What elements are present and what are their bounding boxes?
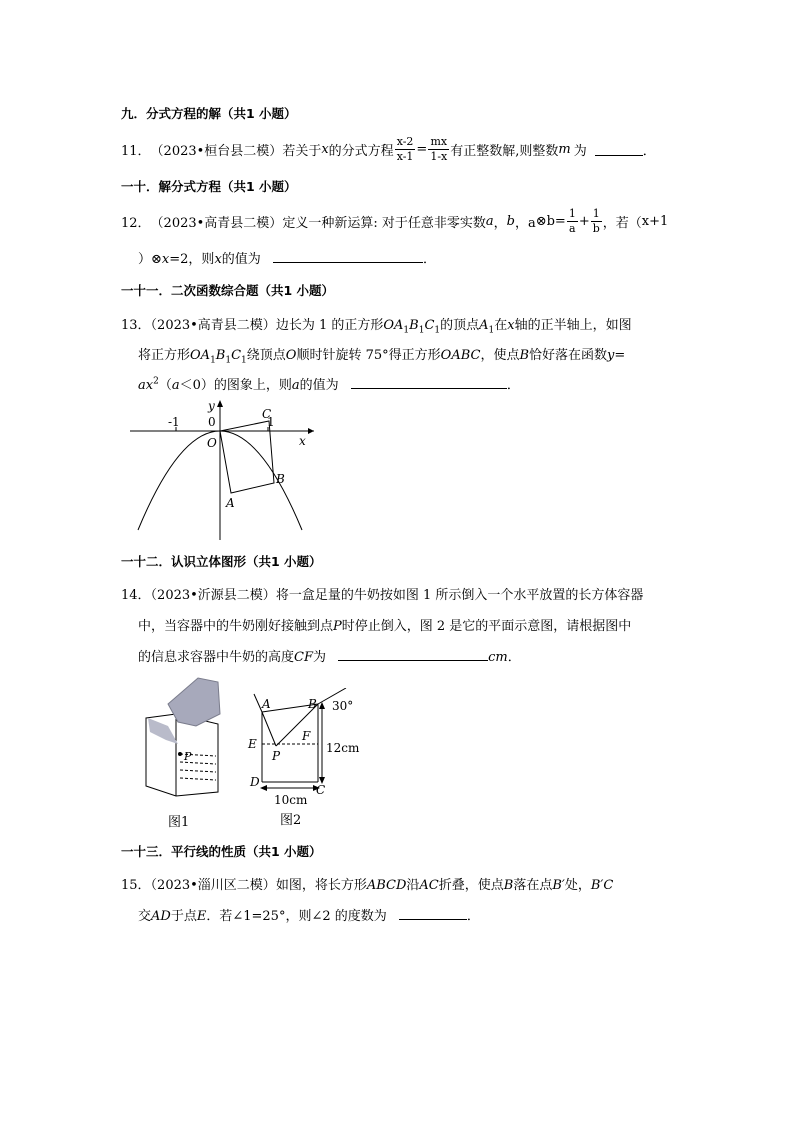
var-x: x [214, 252, 222, 267]
q-text: 的值为 [221, 252, 261, 267]
answer-blank[interactable] [338, 648, 488, 661]
q-text: 折叠，使点 [438, 878, 504, 893]
q-text: b= [546, 213, 566, 229]
label-c: C [316, 783, 326, 797]
fraction-1 [395, 135, 416, 164]
point-p [178, 752, 182, 756]
milk-carton [168, 678, 220, 726]
fraction-2 [428, 135, 449, 164]
superscript: 2 [153, 376, 159, 387]
q-text: 轴的正半轴上，如图 [514, 318, 632, 333]
q-number: 15． [121, 878, 151, 893]
numerator: x-2 [396, 134, 414, 148]
q-text: 若关于 [282, 143, 322, 159]
q-text: 交 [138, 909, 152, 924]
question-12-line-1 [121, 202, 668, 240]
q13-parabola-figure [128, 396, 318, 544]
section-heading-12: 一十二．认识立体图形（共1 小题） [121, 554, 322, 569]
operator-otimes: ⊗ [151, 252, 162, 267]
q-text: 处， [564, 878, 591, 893]
label-b: B [308, 697, 317, 711]
expr-x-plus-1: x+1 [641, 213, 669, 229]
var: OA [190, 348, 211, 363]
equals: = [416, 141, 428, 157]
q-text: 为 [573, 143, 587, 159]
q-text: 的顶点 [440, 318, 480, 333]
label-p: P [184, 750, 192, 763]
label-origin: O [207, 436, 217, 450]
label-width: 10cm [274, 793, 308, 807]
q-text: 如图，将长方形 [275, 878, 367, 893]
q-text: 在 [494, 318, 508, 333]
subscript: 1 [241, 355, 247, 366]
denominator: 1-x [430, 149, 448, 163]
q-text: 的分式方程 [328, 143, 394, 159]
answer-blank[interactable] [399, 907, 467, 920]
q-text: 为 [312, 650, 326, 665]
unit-cm: cm [488, 650, 508, 665]
question-12-line-2 [138, 248, 436, 267]
left-tilt-line [254, 694, 262, 712]
q-text: 时停止倒入，图 2 是它的平面示意图，请根据图中 [341, 619, 632, 634]
q-text: ．若∠1=25°，则∠2 的度数为 [206, 909, 387, 924]
subscript: 1 [403, 325, 410, 336]
q-end: ． [422, 252, 436, 267]
question-13-line-2 [138, 344, 625, 366]
x-axis-arrow [308, 428, 314, 434]
var-x: x [161, 252, 170, 267]
q-text: 中，当容器中的牛奶刚好接触到点 [138, 619, 334, 634]
q-text: 的信息求容器中牛奶的高度 [138, 650, 295, 665]
q-text: 于点 [170, 909, 197, 924]
q-text: 边长为 1 的正方形 [275, 318, 384, 333]
q-end: ． [507, 650, 521, 665]
q-text: 沿 [406, 878, 420, 893]
subscript: 1 [418, 325, 425, 336]
var: ABCD [366, 878, 407, 893]
var: OA [383, 318, 404, 333]
q14-figure-2 [242, 688, 366, 830]
q-text: =2，则 [169, 252, 215, 267]
q-text: 将一盒足量的牛奶按如图 1 所示倒入一个水平放置的长方体容器 [275, 588, 644, 603]
var: B′ [552, 878, 565, 893]
var: C [231, 348, 242, 363]
q-text: ，a [514, 215, 536, 231]
q-number: 13． [121, 318, 151, 333]
q-text: ＜0）的图象上，则 [179, 378, 292, 393]
q-source: （2023•淄川区二模） [150, 878, 276, 893]
denominator: a [569, 221, 576, 235]
label-angle-30: 30° [332, 699, 354, 713]
question-13-line-3 [138, 374, 520, 393]
q-end: ． [642, 143, 656, 159]
q-text: 有正整数解,则整数 [450, 143, 559, 159]
var-y: y [607, 348, 615, 363]
q-text: （ [158, 378, 172, 393]
question-15-line-2 [138, 905, 480, 924]
var: B [519, 348, 530, 363]
q-text: 将正方形 [138, 348, 191, 363]
q-number: 11． [121, 143, 151, 159]
answer-blank[interactable] [595, 143, 643, 156]
denominator: x-1 [396, 149, 414, 163]
numerator: mx [430, 134, 448, 148]
label-zero: 0 [208, 415, 216, 429]
var: AC [419, 878, 439, 893]
var-b: b [506, 213, 515, 229]
var: B [503, 878, 514, 893]
section-heading-10: 一十．解分式方程（共1 小题） [121, 179, 297, 194]
q-text: ， [493, 215, 507, 231]
numerator: 1 [568, 206, 576, 220]
label-f: F [302, 729, 311, 743]
q-text: ，若（ [602, 215, 642, 231]
segment-ap [262, 712, 276, 746]
var-x: x [507, 318, 515, 333]
q-text: ） [138, 252, 152, 267]
q-text: 顺时针旋转 75°得正方形 [296, 348, 441, 363]
var-a: a [485, 213, 494, 229]
question-11 [121, 131, 656, 167]
var: CF [294, 650, 313, 665]
label-height: 12cm [326, 741, 360, 755]
var-x: x [321, 141, 329, 157]
question-14-line-2 [138, 615, 631, 634]
section-heading-9: 九．分式方程的解（共1 小题） [121, 106, 297, 121]
q-text: 绕顶点 [246, 348, 286, 363]
fraction-1-over-b [591, 207, 602, 236]
subscript: 1 [225, 355, 232, 366]
q-source: （2023•高青县二模） [150, 318, 276, 333]
section-heading-11: 一十一．二次函数综合题（共1 小题） [121, 283, 335, 298]
question-13-line-1 [121, 314, 632, 336]
q-end: ． [506, 378, 520, 393]
var: B′C [590, 878, 614, 893]
label-x: x [299, 434, 306, 448]
var: O [285, 348, 297, 363]
subscript: 1 [488, 325, 495, 336]
q-source: （2023•沂源县二模） [150, 588, 276, 603]
q-text: 定义一种新运算: 对于任意非零实数 [282, 215, 486, 231]
q-source: （2023•桓台县二模） [150, 143, 283, 159]
label-a: A [226, 496, 235, 510]
var: a [291, 378, 300, 393]
width-arrow-left [260, 785, 267, 791]
caption-fig-1: 图1 [168, 815, 190, 830]
var: B [215, 348, 226, 363]
q-text: = [614, 348, 626, 363]
operator-otimes: ⊗ [535, 213, 547, 229]
section-heading-13: 一十三．平行线的性质（共1 小题） [121, 844, 322, 859]
var: OABC [440, 348, 481, 363]
answer-blank[interactable] [351, 376, 507, 389]
label-p: P [272, 749, 281, 763]
label-neg-one: -1 [168, 415, 180, 429]
var: C [424, 318, 435, 333]
q-text: ，使点 [480, 348, 520, 363]
q-text: 恰好落在函数 [529, 348, 608, 363]
q-text: 的值为 [299, 378, 339, 393]
var: E [196, 909, 207, 924]
denominator: b [592, 221, 600, 235]
plus: + [578, 213, 590, 229]
label-a: A [262, 697, 271, 711]
numerator: 1 [592, 206, 600, 220]
label-c: C [262, 407, 272, 421]
label-e: E [248, 737, 257, 751]
fraction-1-over-a [567, 207, 578, 236]
subscript: 1 [210, 355, 216, 366]
q-number: 12． [121, 215, 151, 231]
caption-fig-2: 图2 [280, 813, 302, 828]
y-axis-arrow [217, 400, 223, 407]
label-d: D [250, 775, 260, 789]
label-y: y [208, 399, 215, 413]
q14-figure-1 [138, 674, 232, 832]
answer-blank[interactable] [273, 250, 423, 263]
q-text: 落在点 [513, 878, 553, 893]
question-14-line-3 [138, 646, 521, 665]
var: a [171, 378, 180, 393]
var-m: m [558, 141, 571, 157]
question-14-line-1 [121, 584, 643, 603]
label-one: 1 [267, 415, 275, 429]
label-b: B [276, 472, 285, 486]
subscript: 1 [434, 325, 441, 336]
q-number: 14． [121, 588, 151, 603]
question-15-line-1 [121, 874, 613, 893]
var: A [479, 318, 489, 333]
var: ax [138, 378, 154, 393]
q-end: ． [466, 909, 480, 924]
var: B [409, 318, 419, 333]
var: P [333, 619, 342, 634]
q-source: （2023•高青县二模） [150, 215, 283, 231]
var: AD [151, 909, 171, 924]
